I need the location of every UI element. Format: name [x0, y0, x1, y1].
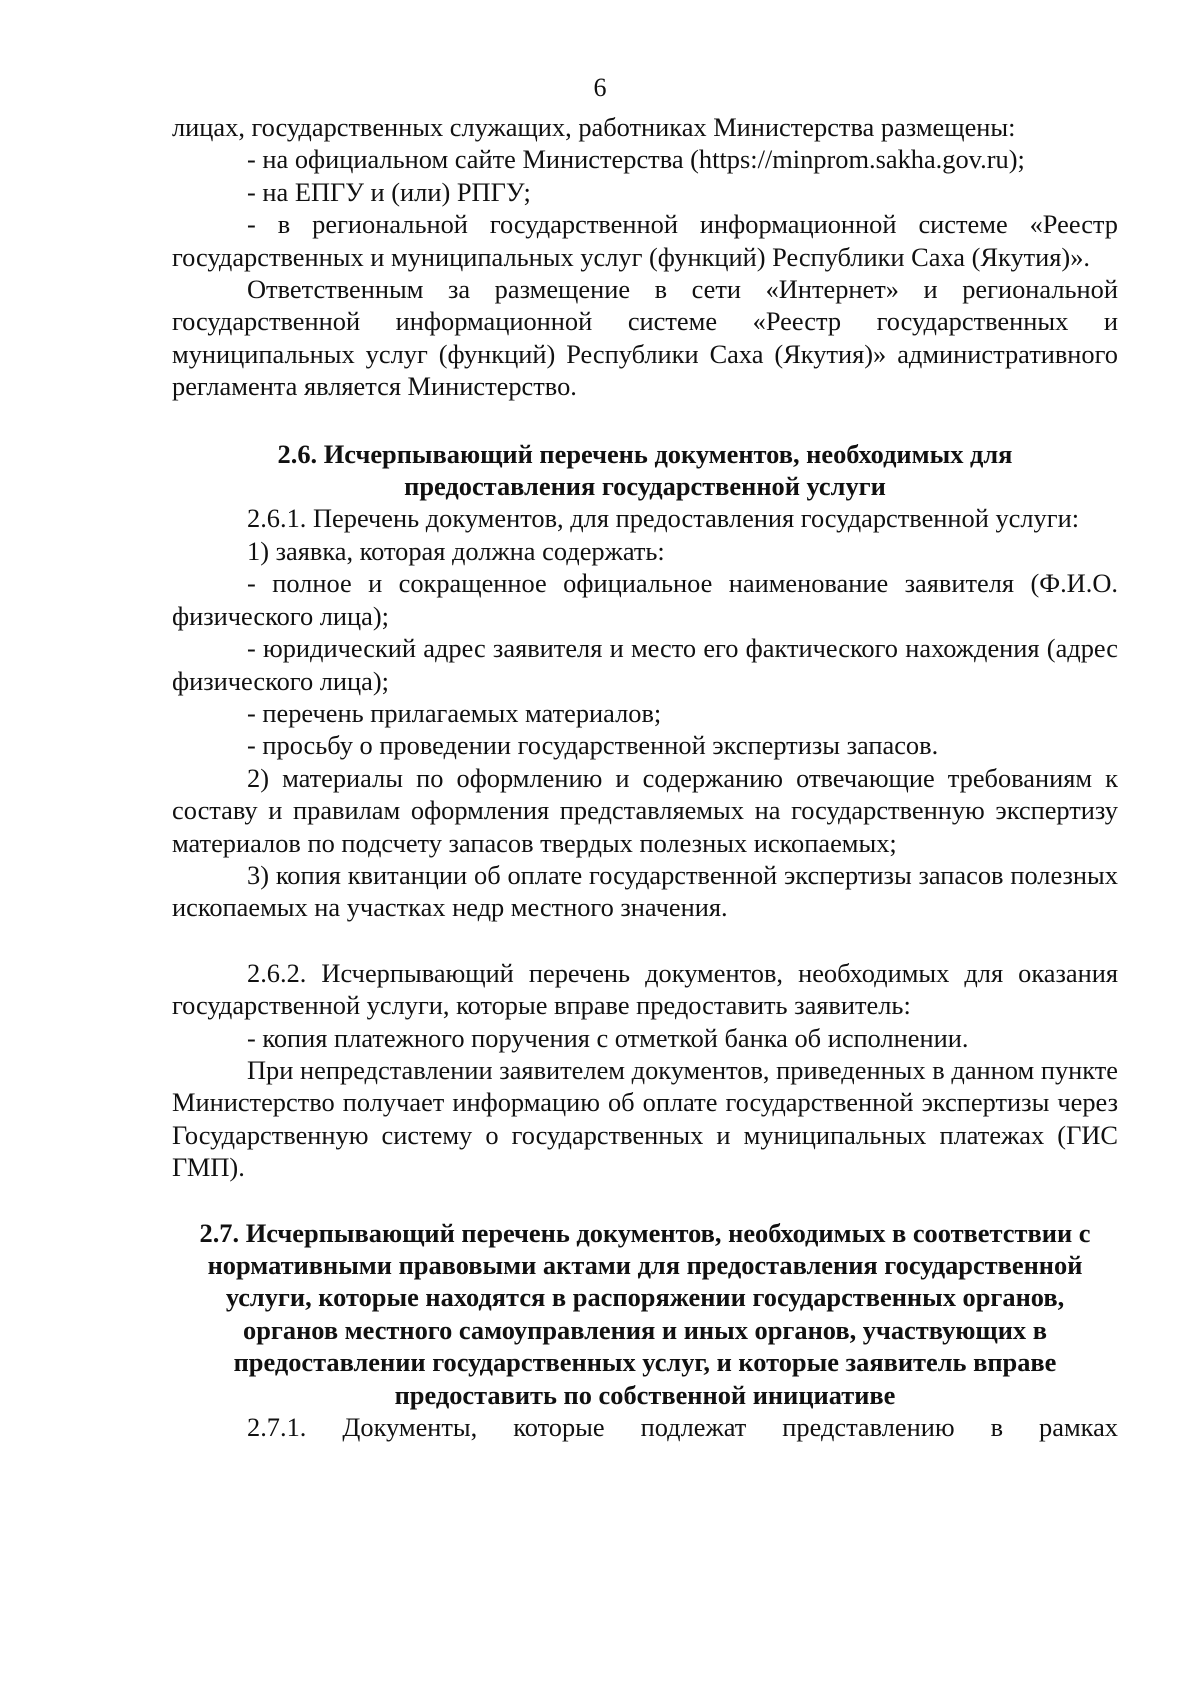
paragraph: 2.6.2. Исчерпывающий перечень документов, необходимых для оказания государственной услуги, которые вправе предоставить заявитель:: [172, 957, 1118, 1021]
list-item: - просьбу о проведении государственной экспертизы запасов.: [247, 730, 939, 761]
paragraph: 2.6.1. Перечень документов, для предоставления государственной услуги:: [247, 503, 1080, 534]
paragraph: 2.7.1. Документы, которые подлежат представлению в рамках: [247, 1412, 1118, 1443]
list-item: - юридический адрес заявителя и место его фактического нахождения (адрес физического лица);: [172, 633, 1118, 696]
paragraph: - в региональной государственной информационной системе «Реестр государственных и муниципальных услуг (функций) Республики Саха (Якутия)».: [172, 209, 1118, 272]
list-item: - копия платежного поручения с отметкой банка об исполнении.: [247, 1022, 969, 1053]
list-item: - перечень прилагаемых материалов;: [247, 697, 662, 728]
section-heading-2-7: 2.7. Исчерпывающий перечень документов, необходимых в соответствии с нормативными правовыми актами для предоставления государственной услуги, которые находятся в распоряжении государственных органов, органов местного самоуправления и иных органов, участвующих в предоставлении государственных услуг, и которые заявитель вправе предоставить по собственной инициативе: [199, 1217, 1091, 1410]
document-body: [172, 111, 1118, 1443]
paragraph: При непредставлении заявителем документов, приведенных в данном пункте Министерство получает информацию об оплате государственной экспертизы через Государственную систему о государственных и муниципальных платежах (ГИС ГМП).: [172, 1054, 1118, 1183]
paragraph: - на официальном сайте Министерства (https://minprom.sakha.gov.ru);: [247, 144, 1025, 175]
paragraph: лицах, государственных служащих, работниках Министерства размещены:: [172, 112, 1016, 142]
list-item: - полное и сокращенное официальное наименование заявителя (Ф.И.О. физического лица);: [172, 568, 1118, 631]
list-item: 1) заявка, которая должна содержать:: [247, 535, 665, 566]
paragraph: - на ЕПГУ и (или) РПГУ;: [247, 176, 531, 207]
list-item: 3) копия квитанции об оплате государственной экспертизы запасов полезных ископаемых на участках недр местного значения.: [172, 859, 1118, 923]
list-item: 2) материалы по оформлению и содержанию отвечающие требованиям к составу и правилам оформления представляемых на государственную экспертизу материалов по подсчету запасов твердых полезных ископаемых;: [172, 762, 1118, 858]
page-number: 6: [593, 73, 607, 102]
paragraph: Ответственным за размещение в сети «Интернет» и региональной государственной информационной системе «Реестр государственных и муниципальных услуг (функций) Республики Саха (Якутия)» административного регламента является Министерство.: [172, 274, 1118, 402]
section-heading-2-6: 2.6. Исчерпывающий перечень документов, необходимых для предоставления государственной услуги: [277, 438, 1013, 502]
